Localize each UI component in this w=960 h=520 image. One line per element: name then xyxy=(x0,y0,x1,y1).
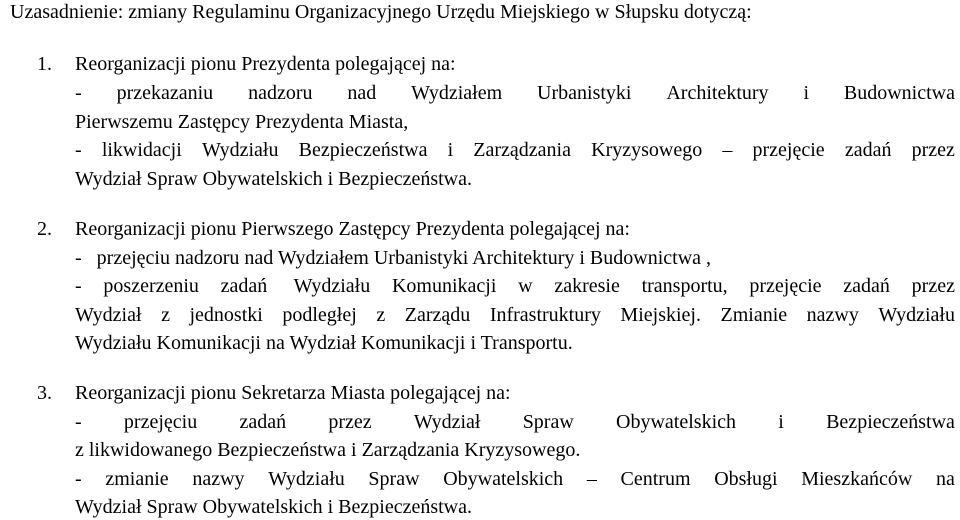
section-3-line-1 xyxy=(75,409,955,435)
word: na xyxy=(935,468,955,490)
word: zadań xyxy=(220,275,268,297)
section-2-line-3 xyxy=(75,302,955,328)
word: - xyxy=(75,139,82,161)
word: Zarządu xyxy=(404,304,471,326)
word: nadzoru xyxy=(248,82,313,104)
word: jednostki xyxy=(189,304,263,326)
section-1-line-2: Pierwszemu Zastępcy Prezydenta Miasta, xyxy=(75,111,409,133)
word: Wydział xyxy=(75,304,142,326)
word: Spraw xyxy=(368,468,420,490)
section-2-line-1: - przejęciu nadzoru nad Wydziałem Urbanistyki Architektury i Budownictwa , xyxy=(75,247,712,269)
section-2-line-4: Wydziału Komunikacji na Wydział Komunikacji i Transportu. xyxy=(75,332,573,354)
word: Wydziału xyxy=(289,275,371,297)
word: transportu, xyxy=(641,275,728,297)
word: Komunikacji xyxy=(391,275,497,297)
word: przejęcie xyxy=(752,139,825,161)
word: Wydział xyxy=(413,411,481,433)
word: zadań xyxy=(843,275,890,297)
section-3-line-2: z likwidowanego Bezpieczeństwa i Zarządzania Kryzysowego. xyxy=(75,439,581,461)
word: podległej xyxy=(282,304,357,326)
word: z xyxy=(376,304,386,326)
word: – xyxy=(722,139,733,161)
word: likwidacji xyxy=(101,139,182,161)
word: nad xyxy=(347,82,377,104)
word: przez xyxy=(911,275,955,297)
word: Zmianie xyxy=(720,304,788,326)
section-3-line-4: Wydział Spraw Obywatelskich i Bezpieczeństwa. xyxy=(75,496,472,518)
word: Spraw xyxy=(522,411,574,433)
word: Urbanistyki xyxy=(537,82,632,104)
word: zakresie xyxy=(554,275,620,297)
word: zadań xyxy=(239,411,287,433)
section-1-line-3 xyxy=(75,137,955,163)
word: Bezpieczeństwa xyxy=(298,139,428,161)
word: przejęcie xyxy=(749,275,822,297)
word: – xyxy=(586,468,597,490)
word: przez xyxy=(911,139,955,161)
word: przejęciu xyxy=(123,411,198,433)
section-3-line-3 xyxy=(75,466,955,492)
section-1-number: 1. xyxy=(37,53,52,75)
word: nazwy xyxy=(192,468,245,490)
section-2-line-2 xyxy=(75,273,955,299)
word: Centrum xyxy=(620,468,691,490)
word: Budownictwa xyxy=(843,82,955,104)
word: Miejskiej. xyxy=(620,304,701,326)
word: przez xyxy=(328,411,372,433)
section-3-number: 3. xyxy=(37,382,52,404)
word: nazwy xyxy=(806,304,859,326)
word: Obywatelskich xyxy=(443,468,564,490)
word: Wydziału xyxy=(268,468,345,490)
word: - xyxy=(75,411,82,433)
word: przekazaniu xyxy=(116,82,214,104)
word: Infrastruktury xyxy=(489,304,601,326)
word: - xyxy=(75,275,82,297)
section-1-line-1 xyxy=(75,80,955,106)
section-1-line-4: Wydział Spraw Obywatelskich i Bezpieczeństwa. xyxy=(75,168,472,190)
word: Obywatelskich xyxy=(616,411,737,433)
section-2-title: Reorganizacji pionu Pierwszego Zastępcy Prezydenta polegającej na: xyxy=(75,218,630,240)
word: - xyxy=(75,468,82,490)
word: zadań xyxy=(844,139,892,161)
word: w xyxy=(518,275,533,297)
word: poszerzeniu xyxy=(103,275,199,297)
word: i xyxy=(778,411,784,433)
word: z xyxy=(161,304,170,326)
section-2-number: 2. xyxy=(37,218,52,240)
word: Wydziału xyxy=(201,139,279,161)
word: zmianie xyxy=(105,468,169,490)
word: Bezpieczeństwa xyxy=(826,411,955,433)
word: Architektury xyxy=(666,82,769,104)
document-heading: Uzasadnienie: zmiany Regulaminu Organizacyjnego Urzędu Miejskiego w Słupsku dotyczą: xyxy=(10,1,752,23)
word: Wydziału xyxy=(878,304,955,326)
word: i xyxy=(447,139,454,161)
section-1-title: Reorganizacji pionu Prezydenta polegającej na: xyxy=(75,53,456,75)
word: Obsługi xyxy=(714,468,778,490)
word: Kryzysowego xyxy=(591,139,703,161)
word: Mieszkańców xyxy=(801,468,913,490)
section-3-title: Reorganizacji pionu Sekretarza Miasta polegającej na: xyxy=(75,382,511,404)
word: - xyxy=(75,82,82,104)
word: i xyxy=(803,82,809,104)
word: Zarządzania xyxy=(473,139,571,161)
word: Wydziałem xyxy=(411,82,503,104)
